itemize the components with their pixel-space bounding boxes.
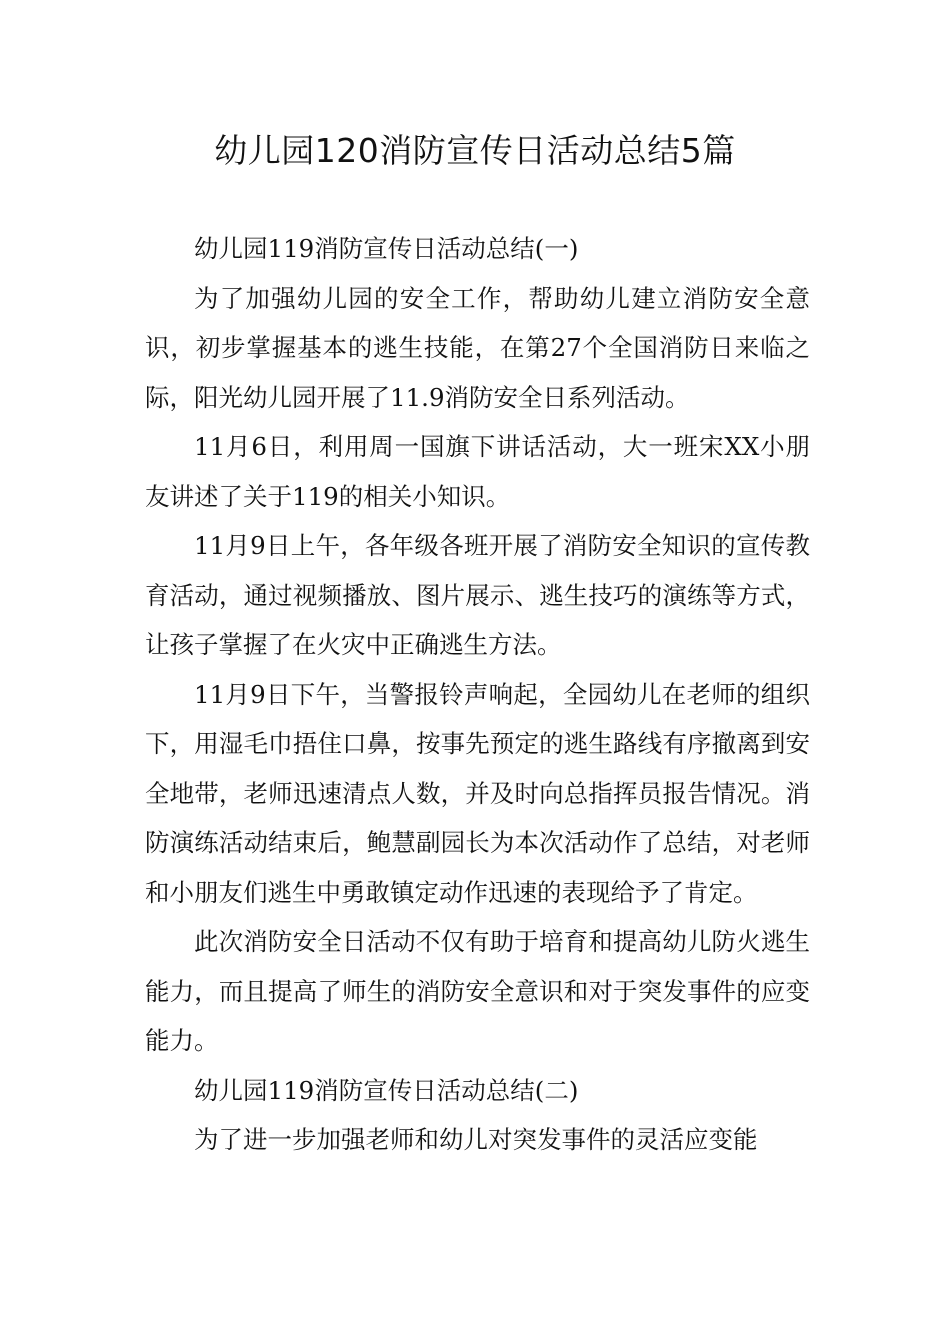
paragraph: 为了加强幼儿园的安全工作，帮助幼儿建立消防安全意识，初步掌握基本的逃生技能，在第27个全国消防日来临之际，阳光幼儿园开展了11.9消防安全日系列活动。	[145, 283, 810, 412]
section-heading-1: 幼儿园119消防宣传日活动总结(一)	[194, 234, 579, 263]
paragraph: 11月6日，利用周一国旗下讲话活动，大一班宋XX小朋友讲述了关于119的相关小知识。	[145, 432, 810, 511]
paragraph: 11月9日上午，各年级各班开展了消防安全知识的宣传教育活动，通过视频播放、图片展示、逃生技巧的演练等方式，让孩子掌握了在火灾中正确逃生方法。	[145, 531, 810, 659]
section-heading-2: 幼儿园119消防宣传日活动总结(二)	[194, 1075, 579, 1105]
document-title: 幼儿园120消防宣传日活动总结5篇	[214, 131, 736, 170]
paragraph: 此次消防安全日活动不仅有助于培育和提高幼儿防火逃生能力，而且提高了师生的消防安全意识和对于突发事件的应变能力。	[145, 927, 810, 1055]
paragraph: 为了进一步加强老师和幼儿对突发事件的灵活应变能	[194, 1125, 758, 1154]
document-body	[145, 224, 810, 1165]
paragraph: 11月9日下午，当警报铃声响起，全园幼儿在老师的组织下，用湿毛巾捂住口鼻，按事先预定的逃生路线有序撤离到安全地带，老师迅速清点人数，并及时向总指挥员报告情况。消防演练活动结束后，鲍慧副园长为本次活动作了总结，对老师和小朋友们逃生中勇敢镇定动作迅速的表现给予了肯定。	[145, 679, 810, 907]
